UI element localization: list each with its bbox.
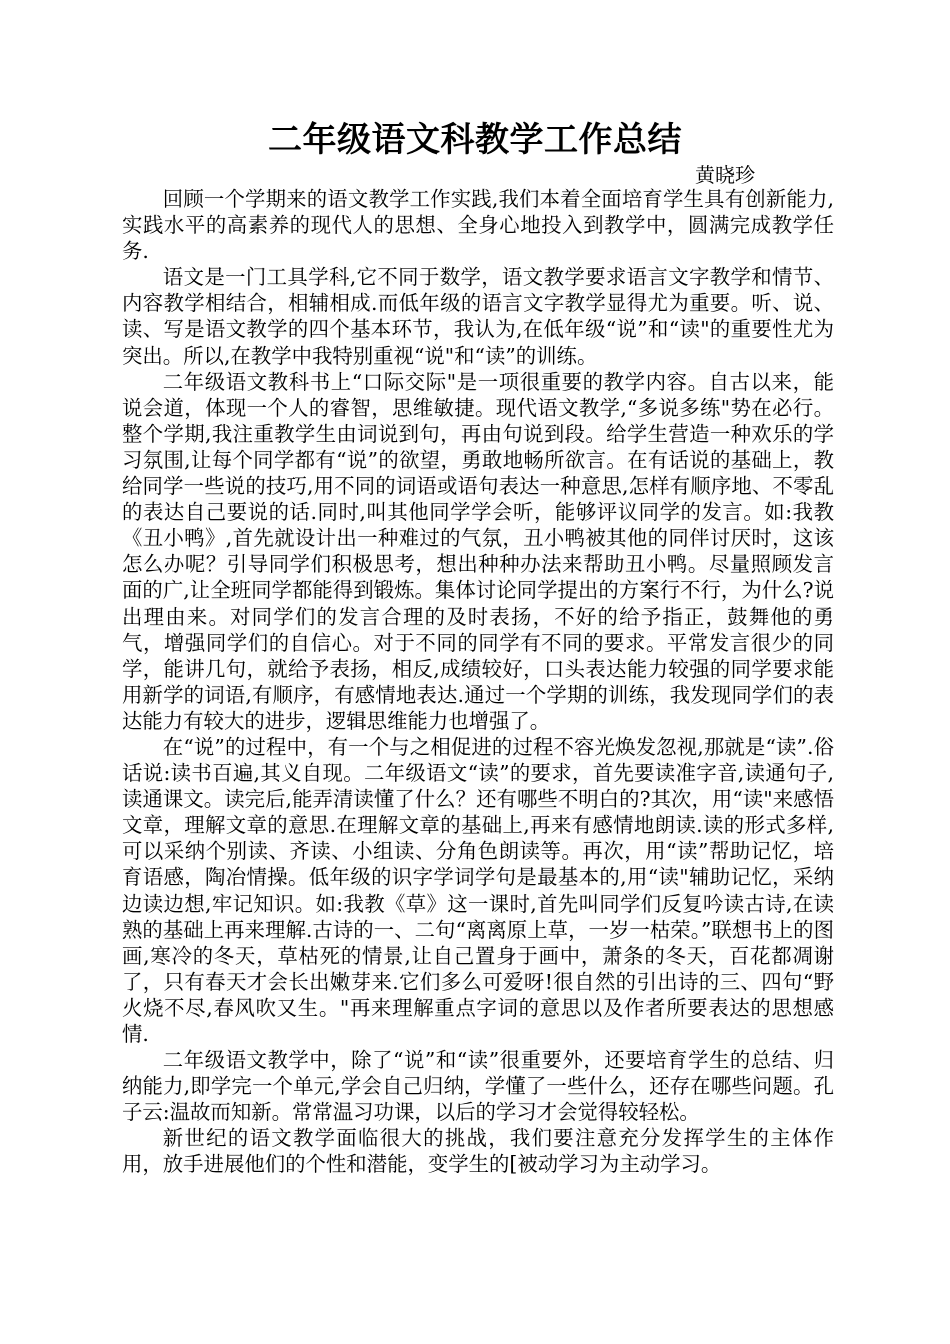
paragraph-reading: 在“说”的过程中，有一个与之相促进的过程不容光焕发忽视,那就是“读”.俗话说:读书百遍,其义自现。二年级语文“读”的要求，首先要读准字音,读通句子,读通课文。读完后,能弄清读懂了什么？还有哪些不明白的?其次，用“读"来感悟文章，理解文章的意思.在理解文章的基础上,再来有感情地朗读.读的形式多样,可以采纳个别读、齐读、小组读、分角色朗读等。再次，用“读”帮助记忆，培育语感，陶冶情操。低年级的识字学词学句是最基本的,用“读"辅助记忆，采纳边读边想,牢记知识。如:我教《草》这一课时,首先叫同学们反复吟读古诗,在读熟的基础上再来理解.古诗的一、二句“离离原上草，一岁一枯荣。”联想书上的图画,寒冷的冬天，草枯死的情景,让自己置身于画中，萧条的冬天，百花都凋谢了，只有春天才会长出嫩芽来.它们多么可爱呀!很自然的引出诗的三、四句“野火烧不尽,春风吹又生。"再来理解重点字词的意思以及作者所要表达的思想感情.	[122, 734, 834, 1046]
paragraph-intro: 回顾一个学期来的语文教学工作实践,我们本着全面培育学生具有创新能力,实践水平的高素养的现代人的思想、全身心地投入到教学中，圆满完成教学任务.	[122, 187, 834, 264]
paragraph-speaking: 二年级语文教科书上“口际交际"是一项很重要的教学内容。自古以来，能说会道，体现一个人的睿智，思维敏捷。现代语文教学,“多说多练"势在必行。整个学期,我注重教学生由词说到句，再由句说到段。给学生营造一种欢乐的学习氛围,让每个同学都有“说”的欲望，勇敢地畅所欲言。在有话说的基础上，教给同学一些说的技巧,用不同的词语或语句表达一种意思,怎样有顺序地、不零乱的表达自己要说的话.同时,叫其他同学学会听，能够评议同学的发言。如:我教《丑小鸭》,首先就设计出一种难过的气氛，丑小鸭被其他的同伴讨厌时，这该怎么办呢？引导同学们积极思考，想出种种办法来帮助丑小鸭。尽量照顾发言面的广,让全班同学都能得到锻炼。集体讨论同学提出的方案行不行，为什么?说出理由来。对同学们的发言合理的及时表扬，不好的给予指正，鼓舞他的勇气，增强同学们的自信心。对于不同的同学有不同的要求。平常发言很少的同学，能讲几句，就给予表扬，相反,成绩较好，口头表达能力较强的同学要求能用新学的词语,有顺序，有感情地表达.通过一个学期的训练，我发现同学们的表达能力有较大的进步，逻辑思维能力也增强了。	[122, 369, 834, 733]
document-body	[122, 186, 834, 1178]
author-name: 黄晓珍	[695, 163, 755, 187]
document-title: 二年级语文科教学工作总结	[268, 120, 682, 160]
paragraph-language-tool: 语文是一门工具学科,它不同于数学，语文教学要求语言文字教学和情节、内容教学相结合，相辅相成.而低年级的语言文字教学显得尤为重要。听、说、读、写是语文教学的四个基本环节，我认为,在低年级“说”和“读"的重要性尤为突出。所以,在教学中我特别重视“说"和“读”的训练。	[122, 265, 834, 368]
paragraph-summarizing: 二年级语文教学中，除了“说”和“读”很重要外，还要培育学生的总结、归纳能力,即学完一个单元,学会自己归纳，学懂了一些什么，还存在哪些问题。孔子云:温故而知新。常常温习功课，以后的学习才会觉得较轻松。	[122, 1048, 834, 1125]
paragraph-conclusion: 新世纪的语文教学面临很大的挑战，我们要注意充分发挥学生的主体作用，放手进展他们的个性和潜能，变学生的[被动学习为主动学习。	[122, 1126, 834, 1177]
